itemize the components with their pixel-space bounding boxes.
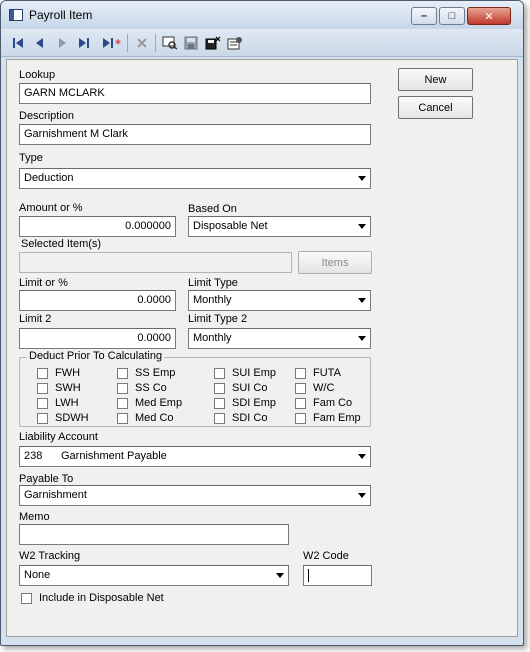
save-button[interactable]: [182, 34, 200, 52]
based-on-select[interactable]: [188, 216, 371, 237]
deduct-prior-title: Deduct Prior To Calculating: [29, 350, 163, 362]
include-disposable-checkbox[interactable]: [21, 592, 164, 604]
deduct-prior-checkbox[interactable]: [295, 412, 361, 424]
amount-input[interactable]: 0.000000: [19, 216, 176, 237]
liability-account-select[interactable]: [19, 446, 371, 467]
save-icon: [184, 36, 198, 50]
deduct-prior-checkbox[interactable]: [295, 397, 352, 409]
close-button[interactable]: [467, 7, 511, 25]
deduct-prior-checkbox-label: Fam Co: [313, 397, 353, 409]
checkbox-box[interactable]: [37, 413, 48, 424]
limit-label: Limit or %: [19, 277, 68, 289]
deduct-prior-checkbox[interactable]: [117, 397, 182, 409]
minimize-button[interactable]: [411, 7, 437, 25]
chevron-down-icon[interactable]: [354, 218, 369, 235]
deduct-prior-checkbox-label: FUTA: [313, 367, 341, 379]
new-button[interactable]: New: [398, 68, 473, 91]
checkbox-box[interactable]: [295, 413, 306, 424]
lookup-input[interactable]: GARN MCLARK: [19, 83, 371, 104]
type-value: Deduction: [24, 172, 74, 184]
checkbox-box[interactable]: [117, 398, 128, 409]
checkbox-box[interactable]: [117, 413, 128, 424]
items-button[interactable]: Items: [298, 251, 372, 274]
based-on-value: Disposable Net: [193, 220, 268, 232]
based-on-label: Based On: [188, 203, 237, 215]
payable-to-select[interactable]: [19, 485, 371, 506]
previous-record-icon: [34, 37, 46, 49]
deduct-prior-checkbox[interactable]: [37, 382, 81, 394]
deduct-prior-checkbox[interactable]: [214, 397, 276, 409]
description-input[interactable]: Garnishment M Clark: [19, 124, 371, 145]
checkbox-box[interactable]: [214, 413, 225, 424]
title-bar[interactable]: [1, 1, 523, 29]
maximize-icon: □: [448, 10, 456, 22]
new-record-icon: [102, 37, 122, 49]
window-title: Payroll Item: [29, 8, 93, 22]
type-label: Type: [19, 152, 43, 164]
checkbox-box[interactable]: [37, 368, 48, 379]
payable-to-value: Garnishment: [24, 489, 87, 501]
toolbar-separator: [127, 34, 128, 52]
last-record-icon: [78, 37, 90, 49]
save-close-icon: [205, 36, 221, 50]
include-disposable-label: Include in Disposable Net: [39, 592, 164, 604]
app-window-icon: [9, 9, 23, 21]
deduct-prior-checkbox-label: Med Co: [135, 412, 174, 424]
deduct-prior-checkbox-label: SUI Co: [232, 382, 268, 394]
deduct-prior-checkbox[interactable]: [117, 412, 174, 424]
close-icon: ✕: [484, 10, 494, 23]
cancel-button[interactable]: Cancel: [398, 96, 473, 119]
limit-input[interactable]: 0.0000: [19, 290, 176, 311]
checkbox-box[interactable]: [295, 383, 306, 394]
delete-icon: [136, 37, 148, 49]
chevron-down-icon[interactable]: [354, 330, 369, 347]
chevron-down-icon[interactable]: [354, 292, 369, 309]
new-record-button[interactable]: [101, 34, 123, 52]
deduct-prior-checkbox-label: SS Co: [135, 382, 167, 394]
deduct-prior-checkbox[interactable]: [117, 367, 175, 379]
chevron-down-icon[interactable]: [354, 170, 369, 187]
checkbox-box[interactable]: [21, 593, 32, 604]
limit-type-select[interactable]: [188, 290, 371, 311]
chevron-down-icon[interactable]: [354, 487, 369, 504]
w2-code-label: W2 Code: [303, 550, 349, 562]
deduct-prior-checkbox-label: Med Emp: [135, 397, 183, 409]
chevron-down-icon[interactable]: [354, 448, 369, 465]
chevron-down-icon[interactable]: [272, 567, 287, 584]
svg-text:*: *: [115, 37, 121, 49]
checkbox-box[interactable]: [117, 368, 128, 379]
properties-icon: [227, 36, 243, 50]
next-record-button[interactable]: [53, 34, 71, 52]
deduct-prior-checkbox[interactable]: [214, 412, 267, 424]
deduct-prior-checkbox-label: LWH: [55, 397, 79, 409]
last-record-button[interactable]: [75, 34, 93, 52]
deduct-prior-checkbox[interactable]: [117, 382, 167, 394]
liability-name: Garnishment Payable: [61, 450, 167, 462]
liability-code: 238: [24, 450, 43, 462]
memo-input[interactable]: [19, 524, 289, 545]
deduct-prior-checkbox[interactable]: [37, 412, 89, 424]
form-panel: [6, 59, 518, 637]
previous-record-button[interactable]: [31, 34, 49, 52]
save-close-button[interactable]: [204, 34, 222, 52]
delete-button[interactable]: [133, 34, 151, 52]
amount-label: Amount or %: [19, 202, 83, 214]
deduct-prior-checkbox[interactable]: [295, 382, 334, 394]
find-icon: [162, 36, 178, 50]
lookup-label: Lookup: [19, 69, 56, 81]
deduct-prior-checkbox[interactable]: [37, 367, 80, 379]
limit-type-value: Monthly: [193, 294, 232, 306]
selected-items-input: [19, 252, 292, 273]
checkbox-box[interactable]: [37, 383, 48, 394]
limit2-label: Limit 2: [19, 313, 52, 325]
deduct-prior-checkbox-label: W/C: [313, 382, 335, 394]
next-record-icon: [56, 37, 68, 49]
deduct-prior-checkbox[interactable]: [295, 367, 341, 379]
deduct-prior-checkbox-label: FWH: [55, 367, 81, 379]
checkbox-box[interactable]: [117, 383, 128, 394]
type-select[interactable]: [19, 168, 371, 189]
checkbox-box[interactable]: [214, 383, 225, 394]
checkbox-box[interactable]: [214, 398, 225, 409]
first-record-button[interactable]: [9, 34, 27, 52]
limit-type-label: Limit Type: [188, 277, 238, 289]
text-caret: [308, 569, 309, 582]
limit2-input[interactable]: 0.0000: [19, 328, 176, 349]
w2-tracking-label: W2 Tracking: [19, 550, 81, 562]
deduct-prior-checkbox[interactable]: [214, 367, 276, 379]
checkbox-box[interactable]: [37, 398, 48, 409]
limit-type2-value: Monthly: [193, 332, 232, 344]
deduct-prior-checkbox[interactable]: [214, 382, 267, 394]
description-label: Description: [19, 110, 75, 122]
memo-label: Memo: [19, 511, 50, 523]
deduct-prior-checkbox-label: SUI Emp: [232, 367, 277, 379]
w2-code-input[interactable]: [303, 565, 372, 586]
checkbox-box[interactable]: [214, 368, 225, 379]
checkbox-box[interactable]: [295, 368, 306, 379]
toolbar: [1, 29, 523, 57]
deduct-prior-checkbox[interactable]: [37, 397, 79, 409]
w2-tracking-value: None: [24, 569, 51, 581]
deduct-prior-checkbox-label: SWH: [55, 382, 81, 394]
selected-items-label: Selected Item(s): [21, 238, 102, 250]
deduct-prior-checkbox-label: SDI Emp: [232, 397, 277, 409]
deduct-prior-checkbox-label: Fam Emp: [313, 412, 361, 424]
payable-to-label: Payable To: [19, 473, 74, 485]
deduct-prior-checkbox-label: SDWH: [55, 412, 89, 424]
find-button[interactable]: [161, 34, 179, 52]
properties-button[interactable]: [226, 34, 244, 52]
deduct-prior-checkbox-label: SS Emp: [135, 367, 176, 379]
limit-type2-select[interactable]: [188, 328, 371, 349]
first-record-icon: [12, 37, 24, 49]
w2-tracking-select[interactable]: [19, 565, 289, 586]
minimize-icon: –: [420, 10, 428, 22]
maximize-button[interactable]: [439, 7, 465, 25]
toolbar-separator: [155, 34, 156, 52]
limit-type2-label: Limit Type 2: [188, 313, 248, 325]
liability-account-label: Liability Account: [19, 431, 98, 443]
checkbox-box[interactable]: [295, 398, 306, 409]
deduct-prior-checkbox-label: SDI Co: [232, 412, 268, 424]
